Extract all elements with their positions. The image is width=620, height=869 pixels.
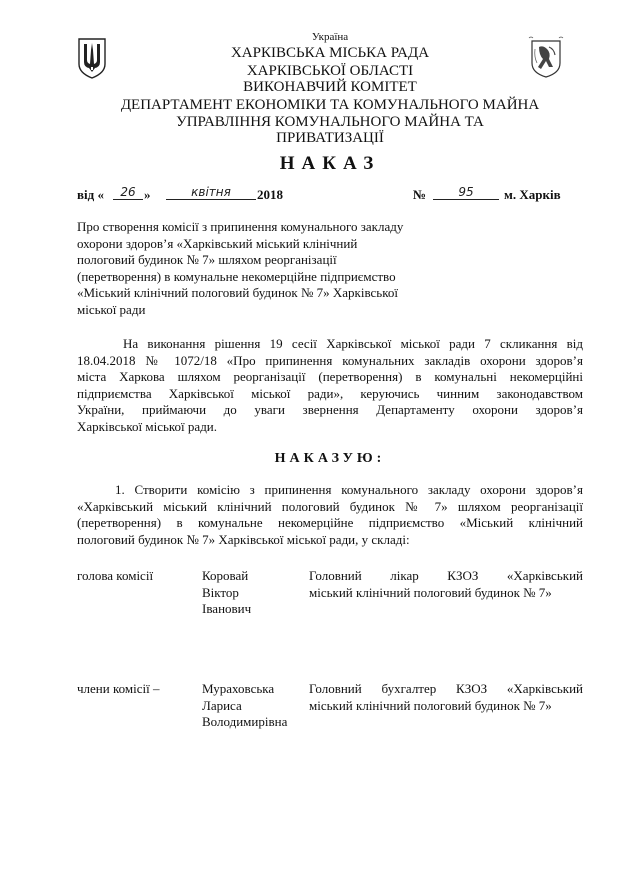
position-line: Головний бухгалтер КЗОЗ «Харківський: [309, 681, 583, 696]
name-line: Коровай: [202, 568, 249, 583]
item-1-line: 1. Створити комісію з припинення комунального закладу охорони здоров’я: [115, 482, 583, 497]
subject-line: охорони здоров’я «Харківський міський клінічний: [77, 235, 358, 251]
preamble-line: Харківської міської ради.: [77, 418, 218, 434]
name-line: Мураховська: [202, 681, 275, 696]
city: м. Харків: [504, 187, 561, 202]
item-1-line: пологовий будинок № 7» Харківської міської ради, у складі:: [77, 531, 410, 547]
preamble-line: 18.04.2018 № 1072/18 «Про припинення комунальних закладів охорони здоров’я: [77, 352, 583, 368]
date-month: квітня: [166, 185, 256, 200]
commission-role: члени комісії –: [77, 681, 160, 696]
position-line: міський клінічний пологовий будинок № 7»: [309, 697, 552, 713]
subject-line: (перетворення) в комунальне некомерційне підприємство: [77, 268, 396, 284]
commission-member-name: [202, 568, 302, 618]
preamble-line: підприємства Харківської міської ради», керуючись чинним законодавством: [77, 385, 583, 401]
document-type-title: НАКАЗ: [279, 153, 381, 174]
doc-number: 95: [433, 185, 499, 200]
name-line: Іванович: [202, 601, 252, 617]
commission-member-position: [309, 681, 583, 714]
preamble-line: України, приймаючи до уваги звернення Департаменту охорони здоров’я: [77, 402, 583, 418]
item-1-line: «Харківський міський клінічний пологовий будинок № 7» шляхом реорганізації: [77, 498, 583, 514]
country-name: Україна: [311, 31, 349, 43]
subject-line: «Міський клінічний пологовий будинок № 7» Харківської: [77, 285, 398, 301]
name-line: Володимирівна: [202, 714, 288, 730]
org-line-2: ХАРКІВСЬКОЇ ОБЛАСТІ: [246, 63, 414, 79]
date-year: 2018: [257, 187, 283, 202]
position-line: міський клінічний пологовий будинок № 7»: [309, 584, 552, 600]
org-line-5: УПРАВЛІННЯ КОМУНАЛЬНОГО МАЙНА ТА: [176, 114, 484, 130]
org-line-3: ВИКОНАВЧИЙ КОМІТЕТ: [243, 79, 417, 95]
order-heading: НАКАЗУЮ:: [274, 451, 386, 466]
date-day: 26: [113, 185, 143, 200]
dateline: [77, 187, 577, 207]
preamble-line: На виконання рішення 19 сесії Харківської міської ради 7 скликання від: [123, 336, 583, 351]
subject-line: Про створення комісії з припинення комунального закладу: [77, 219, 404, 234]
org-line-4: ДЕПАРТАМЕНТ ЕКОНОМІКИ ТА КОМУНАЛЬНОГО МАЙНА: [120, 97, 540, 113]
date-prefix: від «: [77, 187, 104, 202]
commission-member-position: [309, 568, 583, 601]
subject-line: пологовий будинок № 7» шляхом реорганізації: [77, 252, 337, 268]
preamble-paragraph: [77, 336, 583, 436]
org-line-6: ПРИВАТИЗАЦІЇ: [276, 130, 384, 146]
item-1-line: (перетворення) в комунальне некомерційне підприємство «Міський клінічний: [77, 515, 583, 531]
number-label: №: [413, 187, 427, 202]
name-line: Віктор: [202, 584, 239, 600]
date-mid: »: [144, 187, 151, 202]
preamble-line: міста Харкова шляхом реорганізації (перетворення) в комунальні некомерційні: [77, 369, 583, 385]
item-1-paragraph: [77, 482, 583, 548]
position-line: Головний лікар КЗОЗ «Харківський: [309, 568, 583, 583]
commission-role: голова комісії: [77, 568, 154, 583]
commission-member-name: [202, 681, 312, 731]
org-line-1: ХАРКІВСЬКА МІСЬКА РАДА: [230, 45, 430, 61]
subject-line: міської ради: [77, 301, 146, 317]
subject-block: [77, 219, 437, 319]
name-line: Лариса: [202, 697, 242, 713]
